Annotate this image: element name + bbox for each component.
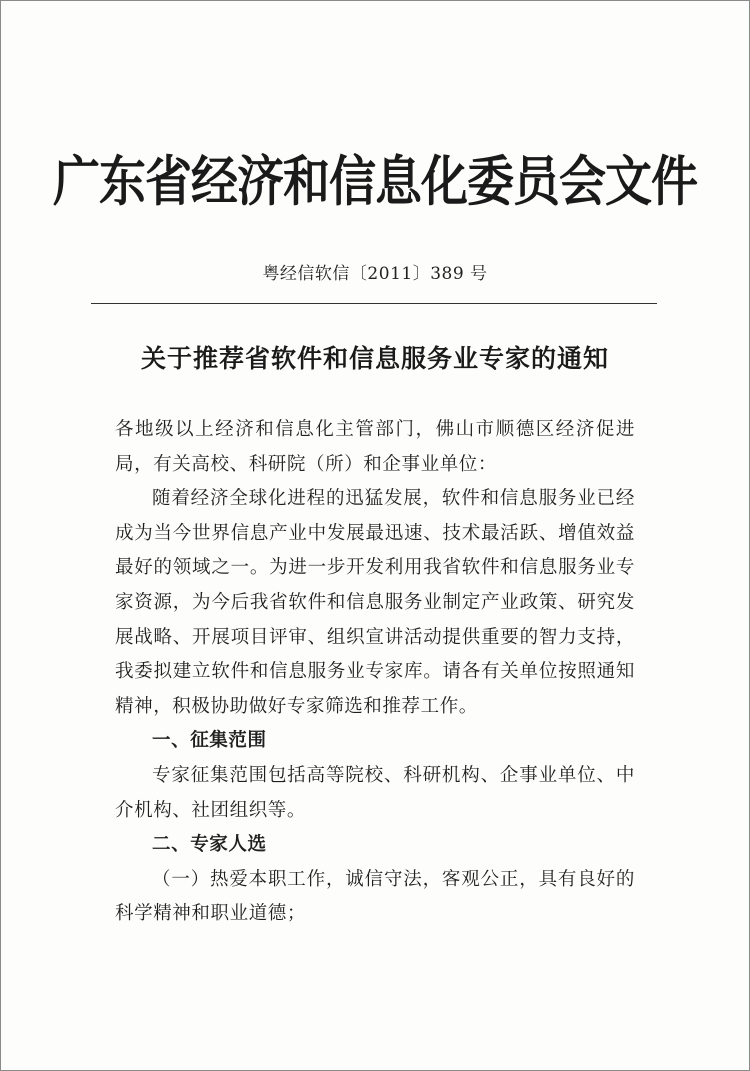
intro-paragraph: 随着经济全球化进程的迅猛发展，软件和信息服务业已经成为当今世界信息产业中发展最迅速、技术最活跃、增值效益最好的领域之一。为进一步开发利用我省软件和信息服务业专家资源，为今后我省软件和信息服务业制定产业政策、研究发展战略、开展项目评审、组织宣讲活动提供重要的智力支持，我委拟建立软件和信息服务业专家库。请各有关单位按照通知精神，积极协助做好专家筛选和推荐工作。 xyxy=(115,488,635,717)
notice-title: 关于推荐省软件和信息服务业专家的通知 xyxy=(140,344,609,373)
addressee-paragraph: 各地级以上经济和信息化主管部门，佛山市顺德区经济促进局，有关高校、科研院（所）和企事业单位： xyxy=(115,419,635,475)
section-heading-candidates: 二、专家人选 xyxy=(152,834,267,856)
candidate-requirement-1: （一）热爱本职工作，诚信守法，客观公正，具有良好的科学精神和职业道德； xyxy=(115,868,635,925)
header-divider xyxy=(91,303,657,304)
document-body xyxy=(115,413,635,932)
document-number: 粤经信软信〔2011〕389 号 xyxy=(262,264,488,284)
section-scope-text: 专家征集范围包括高等院校、科研机构、企事业单位、中介机构、社团组织等。 xyxy=(115,764,635,821)
document-header-title: 广东省经济和信息化委员会文件 xyxy=(53,150,697,214)
section-heading-scope: 一、征集范围 xyxy=(152,730,267,752)
